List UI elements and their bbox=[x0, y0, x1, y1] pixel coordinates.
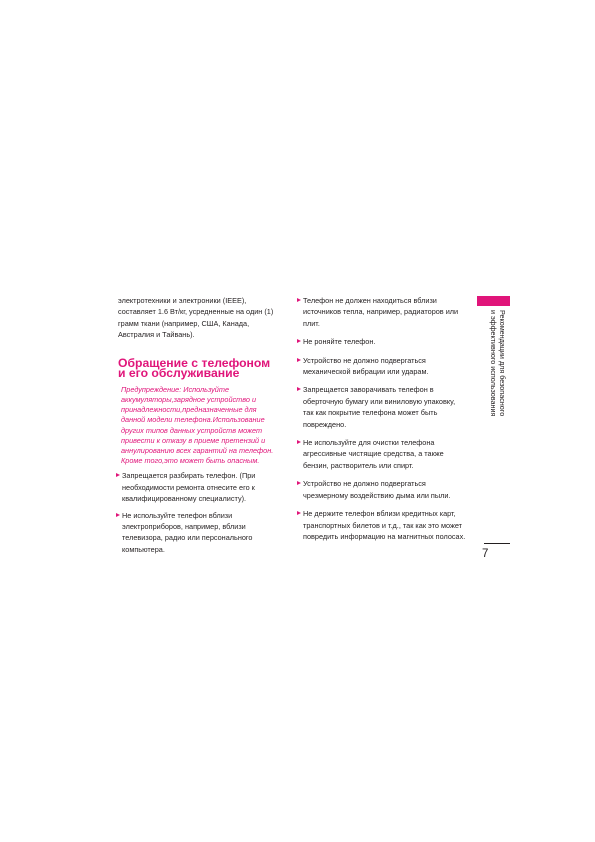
list-item-text: Не роняйте телефон. bbox=[303, 337, 376, 347]
section-title: Обращение с телефоном и его обслуживание bbox=[118, 355, 271, 381]
left-bullet-list bbox=[118, 470, 276, 555]
right-bullet-list bbox=[299, 295, 467, 542]
side-label-line-1: Рекомендации для безопасного bbox=[498, 310, 507, 417]
section-tab-marker bbox=[477, 296, 510, 306]
list-item bbox=[299, 295, 467, 329]
list-item-text: Запрещается разбирать телефон. (При необходимости ремонта отнесите его к квалифицированному специалисту). bbox=[122, 471, 256, 504]
page-number: 7 bbox=[482, 548, 489, 560]
list-item bbox=[118, 510, 276, 556]
list-item-text: Устройство не должно подвергаться механической вибрации или ударам. bbox=[303, 355, 429, 377]
list-item bbox=[299, 478, 467, 501]
list-item-text: Не используйте для очистки телефона агрессивные чистящие средства, а также бензин, растворитель или спирт. bbox=[303, 438, 444, 470]
bullet-triangle-icon bbox=[297, 298, 301, 302]
list-item bbox=[299, 355, 467, 378]
list-item bbox=[118, 470, 276, 504]
right-column bbox=[299, 295, 467, 549]
bullet-triangle-icon bbox=[297, 440, 301, 444]
bullet-triangle-icon bbox=[297, 339, 301, 343]
side-label-line-2: и эффективного использования bbox=[489, 310, 499, 417]
list-item bbox=[299, 336, 467, 347]
intro-paragraph: электротехники и электроники (IEEE), составляет 1.6 Вт/кг, усредненные на один (1) грамм ткани (например, США, Канада, Австралия и Тайвань). bbox=[118, 296, 274, 340]
page-number-rule bbox=[484, 543, 510, 544]
bullet-triangle-icon bbox=[297, 481, 301, 485]
bullet-triangle-icon bbox=[116, 473, 120, 477]
list-item-text: Не держите телефон вблизи кредитных карт, транспортных билетов и т.д., так как это может повредить информацию на магнитных полосах. bbox=[303, 509, 466, 541]
bullet-triangle-icon bbox=[297, 387, 301, 391]
bullet-triangle-icon bbox=[297, 511, 301, 515]
list-item-text: Не используйте телефон вблизи электроприборов, например, вблизи телевизора, радио или персонального компьютера. bbox=[122, 510, 253, 554]
section-side-label bbox=[478, 310, 508, 455]
list-item-text: Устройство не должно подвергаться чрезмерному воздействию дыма или пыли. bbox=[303, 479, 451, 500]
warning-note: Предупреждение: Используйте аккумуляторы,зарядное устройство и принадлежности,предназначенные для данной модели телефона.Использование других типов данных устройств может привести к отказу в приеме претензий и аннулированию всех гарантий на телефон. Кроме того,это может быть опасным. bbox=[121, 384, 274, 466]
list-item bbox=[299, 437, 467, 471]
bullet-triangle-icon bbox=[297, 358, 301, 362]
list-item bbox=[299, 508, 467, 542]
bullet-triangle-icon bbox=[116, 513, 120, 517]
list-item-text: Запрещается заворачивать телефон в оберточную бумагу или виниловую упаковку, так как покрытие телефона может быть повреждено. bbox=[303, 385, 456, 429]
list-item-text: Телефон не должен находиться вблизи источников тепла, например, радиаторов или плит. bbox=[303, 296, 459, 328]
left-column bbox=[118, 295, 276, 560]
list-item bbox=[299, 384, 467, 430]
